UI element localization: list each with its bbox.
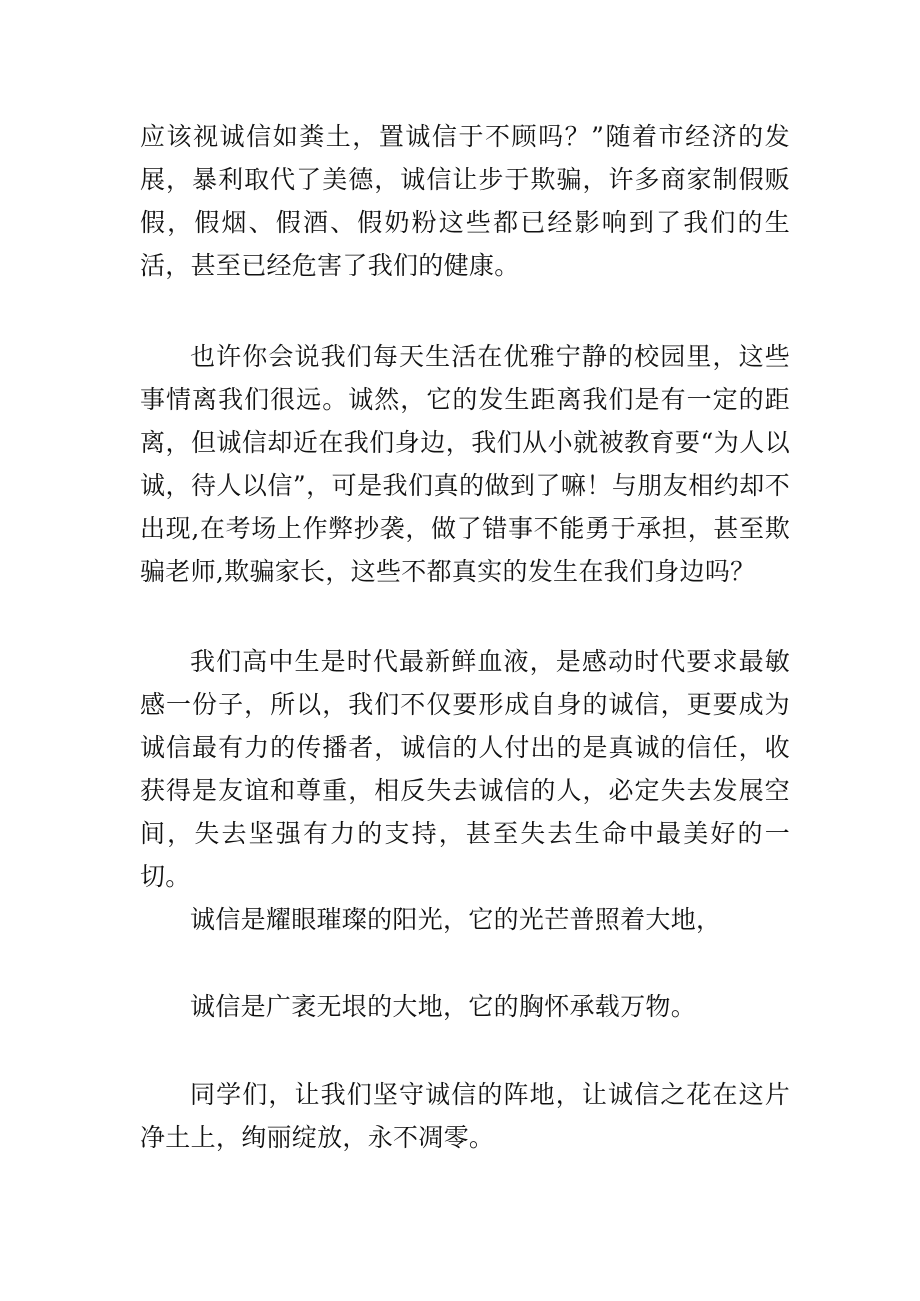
paragraph-sunlight: 诚信是耀眼璀璨的阳光，它的光芒普照着大地， — [190, 905, 722, 934]
paragraph-high-school-students: 我们高中生是时代最新鲜血液，是感动时代要求最敏感一份子，所以，我们不仅要形成自身的诚信，更要成为诚信最有力的传播者，诚信的人付出的是真诚的信任，收获得是友谊和尊重，相反失去诚信的人，必定失去发展空间，失去坚强有力的支持，甚至失去生命中最美好的一切。 — [140, 647, 790, 891]
paragraph-campus: 也许你会说我们每天生活在优雅宁静的校园里，这些事情离我们很远。诚然，它的发生距离我们是有一定的距离，但诚信却近在我们身边，我们从小就被教育要“为人以诚，待人以信”，可是我们真的做到了嘛！与朋友相约却不出现,在考场上作弊抄袭，做了错事不能勇于承担，甚至欺骗老师,欺骗家长，这些不都真实的发生在我们身边吗？ — [140, 342, 790, 586]
paragraph-continuation: 应该视诚信如粪土，置诚信于不顾吗？”随着市经济的发展，暴利取代了美德，诚信让步于欺骗，许多商家制假贩假，假烟、假酒、假奶粉这些都已经影响到了我们的生活，甚至已经危害了我们的健康。 — [140, 122, 790, 280]
paragraph-closing: 同学们，让我们坚守诚信的阵地，让诚信之花在这片净土上，绚丽绽放，永不凋零。 — [140, 1080, 790, 1152]
paragraph-earth: 诚信是广袤无垠的大地，它的胸怀承载万物。 — [190, 992, 697, 1021]
